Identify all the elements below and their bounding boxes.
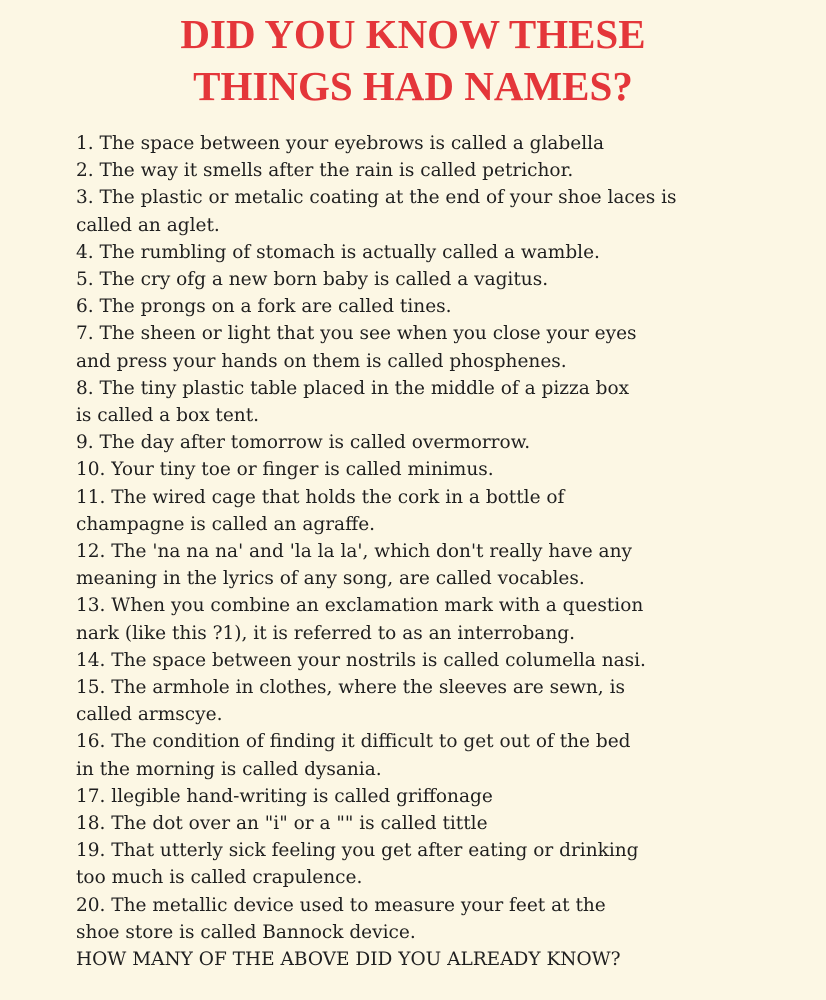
fact-line: 19. That utterly sick feeling you get after eating or drinking [76, 840, 639, 862]
fact-line: 7. The sheen or light that you see when you close your eyes [76, 323, 637, 345]
fact-line: 1. The space between your eyebrows is called a glabella [76, 133, 605, 154]
fact-line: 5. The cry ofg a new born baby is called a vagitus. [76, 269, 549, 291]
facts-list [76, 130, 766, 973]
fact-line: is called a box tent. [76, 405, 260, 427]
fact-line: 2. The way it smells after the rain is called petrichor. [76, 160, 574, 182]
fact-line: called armscye. [76, 704, 223, 726]
fact-line: 9. The day after tomorrow is called overmorrow. [76, 432, 531, 454]
fact-line: 16. The condition of finding it difficult to get out of the bed [76, 731, 631, 753]
fact-line: and press your hands on them is called phosphenes. [76, 350, 567, 372]
fact-line: called an aglet. [76, 214, 220, 236]
fact-line: shoe store is called Bannock device. [76, 921, 416, 943]
fact-line: 4. The rumbling of stomach is actually called a wamble. [76, 241, 600, 263]
fact-line: 12. The 'na na na' and 'la la la', which don't really have any [76, 541, 632, 563]
fact-line: 14. The space between your nostrils is called columella nasi. [76, 649, 646, 671]
closing-question: HOW MANY OF THE ABOVE DID YOU ALREADY KNOW? [76, 949, 621, 971]
fact-line: 10. Your tiny toe or finger is called minimus. [76, 459, 494, 481]
fact-line: 20. The metallic device used to measure your feet at the [76, 894, 606, 916]
fact-line: 18. The dot over an "i" or a "" is called tittle [76, 813, 488, 835]
page-title [0, 8, 826, 112]
fact-line: 13. When you combine an exclamation mark with a question [76, 595, 644, 617]
fact-line: nark (like this ?1), it is referred to as an interrobang. [76, 622, 575, 644]
title-line-2: THINGS HAD NAMES? [193, 63, 633, 109]
fact-line: meaning in the lyrics of any song, are called vocables. [76, 568, 585, 590]
fact-line: in the morning is called dysania. [76, 758, 382, 780]
fact-line: 11. The wired cage that holds the cork in a bottle of [76, 486, 565, 508]
fact-line: too much is called crapulence. [76, 867, 363, 889]
title-line-1: DID YOU KNOW THESE [180, 11, 646, 57]
fact-line: 8. The tiny plastic table placed in the middle of a pizza box [76, 377, 630, 399]
fact-line: 17. llegible hand-writing is called griffonage [76, 785, 493, 807]
fact-line: 3. The plastic or metalic coating at the end of your shoe laces is [76, 187, 677, 209]
fact-line: 15. The armhole in clothes, where the sleeves are sewn, is [76, 677, 625, 699]
fact-line: champagne is called an agraffe. [76, 513, 376, 535]
fact-line: 6. The prongs on a fork are called tines. [76, 296, 452, 318]
